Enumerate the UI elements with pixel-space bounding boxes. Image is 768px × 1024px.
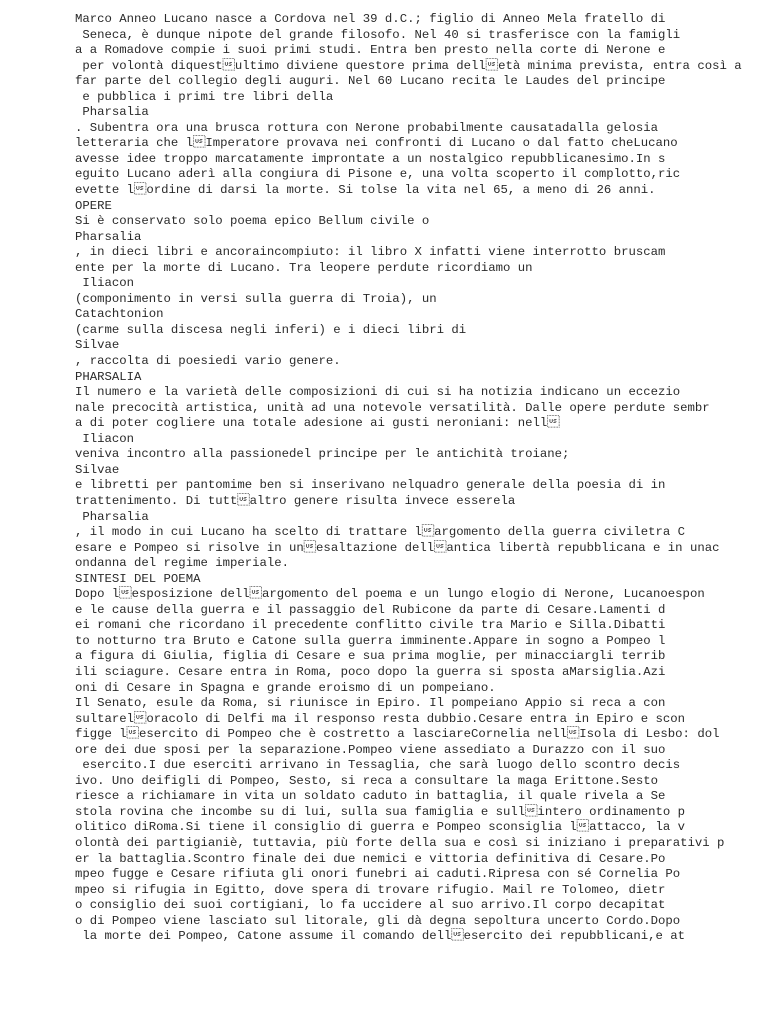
text-line: OPERE (75, 198, 112, 213)
text-line: o di Pompeo viene lasciato sul litorale, gli dà degna sepoltura uncerto Cordo.Dopo (75, 913, 681, 928)
text-line: a a Romadove compie i suoi primi studi. Entra ben presto nella corte di Nerone e (75, 43, 666, 58)
text-line: Iliacon (75, 276, 135, 291)
text-line: o consiglio dei suoi cortigiani, lo fa uccidere al suo arrivo.Il corpo decapitat (75, 898, 666, 913)
text-line: ivo. Uno deifigli di Pompeo, Sesto, si reca a consultare la maga Erittone.Sesto (75, 773, 658, 788)
text-line: olontà dei partigianiè, tuttavia, più forte della sua e così si iniziano i preparativi p (75, 835, 725, 850)
text-line: Pharsalia (75, 105, 149, 120)
text-line: ondanna del regime imperiale. (75, 556, 290, 571)
text-line: stola rovina che incombe su di lui, sulla sua famiglia e sull intero ordinamento p (75, 804, 686, 819)
text-line: avesse idee troppo marcatamente improntate a un nostalgico repubblicanesimo.In s (75, 151, 666, 166)
text-line: PHARSALIA (75, 369, 142, 384)
text-line: Il numero e la varietà delle composizioni di cui si ha notizia indicano un eccezio (75, 385, 681, 400)
text-line: esercito.I due eserciti arrivano in Tessaglia, che sarà luogo dello scontro decis (75, 758, 681, 773)
text-line: (componimento in versi sulla guerra di Troia), un (75, 291, 437, 306)
text-line: Silvae (75, 338, 120, 353)
text-line: (carme sulla discesa negli inferi) e i dieci libri di (75, 322, 467, 337)
text-line: Marco Anneo Lucano nasce a Cordova nel 39 d.C.; figlio di Anneo Mela fratello di (75, 12, 666, 26)
text-line: a di poter cogliere una totale adesione ai gusti neroniani: nell (75, 416, 560, 431)
text-line: veniva incontro alla passionedel principe per le antichità troiane; (75, 447, 570, 462)
text-line: Seneca, è dunque nipote del grande filosofo. Nel 40 si trasferisce con la famigli (75, 27, 681, 42)
text-line: letteraria che l Imperatore provava nei confronti di Lucano o dal fatto cheLucano (75, 136, 678, 151)
text-line: Si è conservato solo poema epico Bellum civile o (75, 214, 430, 229)
text-line: SINTESI DEL POEMA (75, 571, 201, 586)
text-line: ili sciagure. Cesare entra in Roma, poco dopo la guerra si sposta aMarsiglia.Azi (75, 664, 666, 679)
text-line: Il Senato, esule da Roma, si riunisce in Epiro. Il pompeiano Appio si reca a con (75, 696, 666, 711)
text-line: far parte del collegio degli auguri. Nel 60 Lucano recita le Laudes del principe (75, 74, 666, 89)
text-line: Pharsalia (75, 229, 142, 244)
text-line: mpeo fugge e Cesare rifiuta gli onori funebri ai caduti.Ripresa con sé Cornelia Po (75, 867, 681, 882)
text-line: mpeo si rifugia in Egitto, dove spera di trovare rifugio. Mail re Tolomeo, dietr (75, 882, 666, 897)
text-line: a figura di Giulia, figlia di Cesare e sua prima moglie, per minacciargli terrib (75, 649, 666, 664)
text-line: ente per la morte di Lucano. Tra leopere perdute ricordiamo un (75, 260, 533, 275)
text-line: nale precocità artistica, unità ad una notevole versatilità. Dalle opere perdute sembr (75, 400, 710, 415)
text-line: Catachtonion (75, 307, 164, 322)
text-line: , il modo in cui Lucano ha scelto di trattare l argomento della guerra civiletra C (75, 525, 686, 540)
text-line: Iliacon (75, 431, 135, 446)
text-line: ei romani che ricordano il precedente conflitto civile tra Mario e Silla.Dibatti (75, 618, 666, 633)
text-line: per volontà diquest ultimo diviene questore prima dell età minima prevista, entra così a (75, 58, 742, 73)
text-line: , in dieci libri e ancoraincompiuto: il libro X infatti viene interrotto bruscam (75, 245, 666, 260)
text-line: esare e Pompeo si risolve in un esaltazione dell antica libertà repubblicana e in unac (75, 540, 720, 555)
text-line: er la battaglia.Scontro finale dei due nemici e vittoria definitiva di Cesare.Po (75, 851, 666, 866)
text-line: Pharsalia (75, 509, 149, 524)
text-line: ore dei due sposi per la separazione.Pompeo viene assediato a Durazzo con il suo (75, 742, 666, 757)
text-line: olitico diRoma.Si tiene il consiglio di guerra e Pompeo sconsiglia l attacco, la v (75, 820, 686, 835)
text-line: evette l ordine di darsi la morte. Si tolse la vita nel 65, a meno di 26 anni. (75, 183, 656, 198)
text-line: to notturno tra Bruto e Catone sulla guerra imminente.Appare in sogno a Pompeo l (75, 633, 666, 648)
text-line: , raccolta di poesiedi vario genere. (75, 354, 341, 369)
text-line: Dopo l esposizione dell argomento del poema e un lungo elogio di Nerone, Lucanoespon (75, 587, 705, 602)
text-line: figge l esercito di Pompeo che è costretto a lasciareCornelia nell Isola di Lesbo: dol (75, 727, 720, 742)
text-line: sultarel oracolo di Delfi ma il responso resta dubbio.Cesare entra in Epiro e scon (75, 711, 686, 726)
text-line: e pubblica i primi tre libri della (75, 89, 334, 104)
text-line: trattenimento. Di tutt altro genere risulta invece esserela (75, 493, 516, 508)
text-line: e le cause della guerra e il passaggio del Rubicone da parte di Cesare.Lamenti d (75, 602, 666, 617)
text-line: eguito Lucano aderì alla congiura di Pisone e, una volta scoperto il complotto,ric (75, 167, 681, 182)
text-line: Silvae (75, 462, 120, 477)
text-line: . Subentra ora una brusca rottura con Nerone probabilmente causatadalla gelosia (75, 120, 658, 135)
document-text (75, 12, 742, 945)
text-line: la morte dei Pompeo, Catone assume il comando dell esercito dei repubblicani,e at (75, 929, 686, 944)
text-line: e libretti per pantomime ben si inserivano nelquadro generale della poesia di in (75, 478, 666, 493)
text-line: riesce a richiamare in vita un soldato caduto in battaglia, il quale rivela a Se (75, 789, 666, 804)
text-line: oni di Cesare in Spagna e grande eroismo di un pompeiano. (75, 680, 496, 695)
